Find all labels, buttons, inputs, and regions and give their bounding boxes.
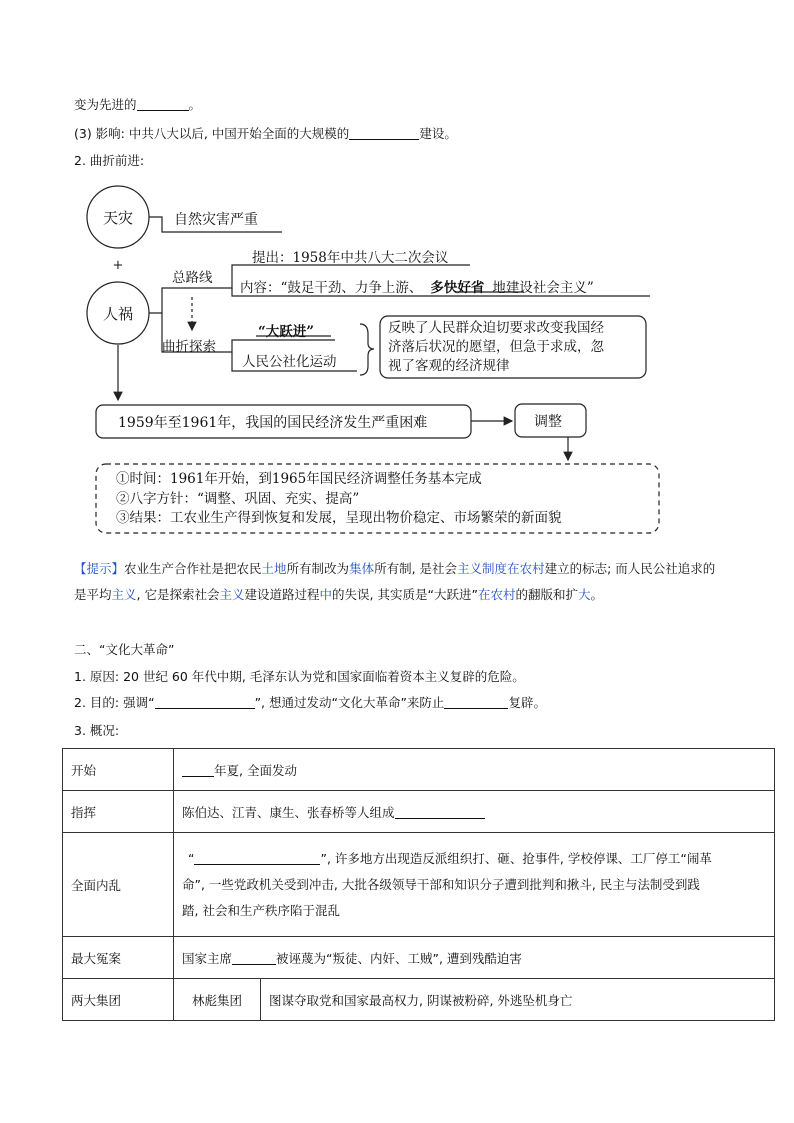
answer-blank[interactable] <box>395 805 485 819</box>
reflection-box: 反映了人民群众迫切要求改变我国经 济落后状况的愿望，但急于求成，忽 视了客观的经济规律 <box>388 320 604 374</box>
hint-paragraph: 【提示】农业生产合作社是把农民土地所有制改为集体所有制, 是社会主义制度在农村建立的标志; 而人民公社追求的是平均主义, 它是探索社会主义建设道路过程中的失误, 其实质是“大跃进”在农村的翻版和扩大。 <box>74 561 716 602</box>
adjust-label: 调整 <box>534 414 562 430</box>
answer-blank[interactable] <box>444 695 508 709</box>
answer-blank[interactable] <box>155 695 255 709</box>
table-row: 开始 年夏, 全面发动 <box>63 749 775 791</box>
overview-table <box>62 748 775 1021</box>
fill-line-1: 变为先进的 。 <box>74 97 202 112</box>
table-row: 全面内乱 “ ”, 许多地方出现造反派组织打、砸、抢事件, 学校停课、工厂停工“闹革 命”, 一些党政机关受到冲击, 大批各级领导干部和知识分子遭到批判和揪斗, 民主与法制受到践 踏, 社会和生产秩序陷于混乱 <box>63 833 775 937</box>
content-text: 内容：“鼓足干劲、力争上游、 多快好省 地建设社会主义” <box>240 280 594 296</box>
fill-line-2: (3) 影响: 中共八大以后, 中国开始全面的大规模的 建设。 <box>74 126 457 141</box>
commune-label: 人民公社化运动 <box>242 354 337 370</box>
natural-disaster-text: 自然灾害严重 <box>174 212 258 228</box>
table-row: 最大冤案 国家主席 被诬蔑为“叛徒、内奸、工贼”, 遭到残酷迫害 <box>63 937 775 979</box>
cr-overview-label: 3. 概况: <box>74 723 120 738</box>
tianzai-label: 天灾 <box>102 209 133 227</box>
proposed-text: 提出：1958年中共八大二次会议 <box>252 250 449 266</box>
answer-blank[interactable] <box>194 851 320 865</box>
great-leap-label: “大跃进” <box>258 324 315 340</box>
difficulty-text: 1959年至1961年，我国的国民经济发生严重困难 <box>118 415 428 431</box>
adjustment-points: ①时间：1961年开始，到1965年国民经济调整任务基本完成 ②八字方针：“调整、巩固、充实、提高” ③结果：工农业生产得到恢复和发展，呈现出物价稳定、市场繁荣的新面貌 <box>116 471 562 526</box>
section-heading: 2. 曲折前进: <box>74 153 145 168</box>
renhuo-label: 人祸 <box>102 305 133 323</box>
table-row: 指挥 陈伯达、江青、康生、张春桥等人组成 <box>63 791 775 833</box>
tortuous-label: 曲折探索 <box>162 339 216 355</box>
general-line-label: 总路线 <box>172 270 213 286</box>
plus-sign: + <box>112 258 124 273</box>
answer-blank[interactable] <box>182 763 214 777</box>
content-key: 多快好省 <box>430 280 485 296</box>
cr-cause: 1. 原因: 20 世纪 60 年代中期, 毛泽东认为党和国家面临着资本主义复辟的危险。 <box>74 669 525 684</box>
table-row: 两大集团 林彪集团 图谋夺取党和国家最高权力, 阴谋被粉碎, 外逃坠机身亡 <box>63 979 775 1021</box>
cr-purpose: 2. 目的: 强调“ ”, 想通过发动“文化大革命”来防止 复辟。 <box>74 695 546 710</box>
cr-title: 二、“文化大革命” <box>74 642 175 657</box>
answer-blank[interactable] <box>232 951 276 965</box>
